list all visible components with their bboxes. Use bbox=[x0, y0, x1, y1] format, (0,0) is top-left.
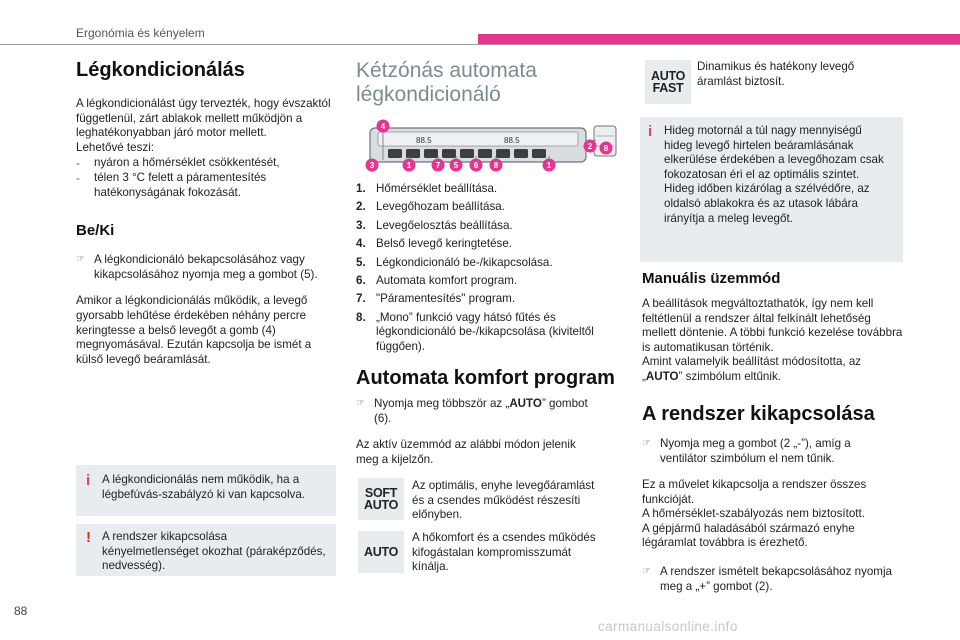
pointer-icon: ☞ bbox=[642, 438, 651, 449]
info-icon: i bbox=[86, 472, 91, 489]
info-icon: i bbox=[648, 123, 653, 140]
legend-item: 4. Belső levegő keringtetése. bbox=[356, 237, 512, 251]
info-note-text: A légkondicionálás nem működik, ha a légbefúvás-szabályzó ki van kapcsolva. bbox=[102, 473, 305, 501]
panel-display-right: 88.5 bbox=[504, 136, 520, 145]
svg-text:8: 8 bbox=[603, 144, 609, 153]
warning-icon: ! bbox=[86, 529, 91, 546]
svg-text:4: 4 bbox=[380, 122, 386, 131]
off-bullet bbox=[642, 437, 897, 466]
auto-fast-text: Dinamikus és hatékony levegő áramlást biztosít. bbox=[697, 60, 855, 88]
header-title: Ergonómia és kényelem bbox=[76, 26, 205, 40]
legend-item: 6. Automata komfort program. bbox=[356, 273, 518, 287]
section-title-manual: Manuális üzemmód bbox=[642, 270, 781, 287]
on-bullet bbox=[642, 565, 897, 594]
warning-note-box bbox=[76, 524, 336, 576]
active-mode-text: Az aktív üzemmód az alábbi módon jelenik meg a kijelzőn. bbox=[356, 438, 576, 466]
cold-engine-note-box bbox=[640, 117, 903, 262]
ac-enables-label: Lehetővé teszi: bbox=[76, 140, 154, 154]
manual-text: A beállítások megváltoztathatók, így nem kell feltétlenül a rendszer által felkínált lehetőség mellett döntenie. A többi funkció kezelése továbbra is automatikusan történik. Amint valamelyik beállítást módosította, az „AUTO” szimbólum eltűnik. bbox=[642, 297, 903, 383]
legend-item: 2. Levegőhozam beállítása. bbox=[356, 200, 505, 214]
svg-text:1: 1 bbox=[546, 161, 552, 170]
col-air-conditioning bbox=[76, 58, 338, 367]
cold-engine-note-text: Hideg motornál a túl nagy mennyiségű hideg levegő hirtelen beáramlásának elkerülése érdekében a levegőhozam csak fokozatosan éri el az optimális szintet. Hideg időben kizárólag a szélvédőre, az oldalsó ablakokra és az utasok lábára irányítja a meleg levegőt. bbox=[664, 124, 884, 225]
comfort-bullet: ☞ Nyomja meg többször az „AUTO” gombot (6). bbox=[356, 397, 588, 425]
soft-auto-text: Az optimális, enyhe levegőáramlást és a csendes működést részesíti előnyben. bbox=[412, 479, 595, 522]
off-text: Ez a művelet kikapcsolja a rendszer összes funkcióját. A hőmérséklet-szabályozás nem biztosított. A gépjármű haladásából származó enyhe légáramlat továbbra is érezhető. bbox=[642, 478, 867, 550]
pointer-icon: ☞ bbox=[642, 566, 651, 577]
ac-enable-text: nyáron a hőmérséklet csökkentését, bbox=[94, 155, 280, 169]
onoff-text: Amikor a légkondicionálás működik, a levegő gyorsabb lehűtése érdekében néhány percre keringtesse a belső levegőt a gomb (4) megnyomásával. Ezután kapcsolja be ismét a külső levegő beáramlását. bbox=[76, 294, 312, 366]
section-title-ac: Légkondicionálás bbox=[76, 59, 245, 81]
warning-note-text: A rendszer kikapcsolása kényelmetlenséget okozhat (páraképződés, nedvesség). bbox=[102, 530, 326, 573]
off-bullet-text: Nyomja meg a gombot (2 „-”), amíg a ventilátor szimbólum el nem tűnik. bbox=[660, 437, 851, 465]
ac-enable-item: - nyáron a hőmérséklet csökkentését, bbox=[76, 155, 280, 170]
svg-text:8: 8 bbox=[493, 161, 499, 170]
onoff-bullet bbox=[76, 253, 338, 282]
panel-display-left: 88.5 bbox=[416, 136, 432, 145]
legend-item: 8. „Mono” funkció vagy hátsó fűtés és légkondicionáló be-/kikapcsolása (kiviteltől függően). bbox=[356, 310, 594, 353]
watermark: carmanualsonline.info bbox=[598, 619, 738, 634]
info-note-box bbox=[76, 465, 336, 516]
header-divider bbox=[0, 44, 960, 45]
legend-item: 3. Levegőelosztás beállítása. bbox=[356, 218, 513, 232]
svg-text:2: 2 bbox=[587, 142, 593, 151]
legend-item: 5. Légkondicionáló be-/kikapcsolása. bbox=[356, 255, 553, 269]
section-title-comfort: Automata komfort program bbox=[356, 367, 615, 389]
auto-fast-badge-icon: AUTO FAST bbox=[645, 60, 691, 104]
ac-intro: A légkondicionálást úgy tervezték, hogy évszaktól függetlenül, zárt ablakok mellett működjön a leghatékonyabban járó motor mellett. bbox=[76, 97, 331, 140]
auto-text: A hőkomfort és a csendes működés kifogástalan kompromisszumát kínálja. bbox=[412, 531, 596, 574]
onoff-bullet-text: A légkondicionáló bekapcsolásához vagy kikapcsolásához nyomja meg a gombot (5). bbox=[94, 253, 318, 281]
svg-text:1: 1 bbox=[406, 161, 412, 170]
svg-text:5: 5 bbox=[453, 161, 459, 170]
section-title-dual-zone: Kétzónás automata légkondicionáló bbox=[356, 59, 537, 107]
soft-auto-badge-icon: SOFT AUTO bbox=[358, 478, 404, 520]
ac-enable-text: télen 3 °C felett a páramentesítés hatékonyságának fokozását. bbox=[94, 171, 267, 199]
on-bullet-text: A rendszer ismételt bekapcsolásához nyomja meg a „+” gombot (2). bbox=[660, 565, 892, 593]
pointer-icon: ☞ bbox=[356, 398, 365, 409]
section-title-system-off: A rendszer kikapcsolása bbox=[642, 403, 875, 425]
auto-badge-icon: AUTO bbox=[358, 531, 404, 573]
svg-text:3: 3 bbox=[369, 161, 375, 170]
section-title-onoff: Be/Ki bbox=[76, 222, 115, 240]
legend-item: 7. "Páramentesítés" program. bbox=[356, 292, 516, 306]
control-legend-list bbox=[356, 182, 606, 358]
legend-item: 1. Hőmérséklet beállítása. bbox=[356, 182, 498, 195]
svg-text:7: 7 bbox=[435, 161, 441, 170]
climate-control-panel-illustration bbox=[356, 118, 622, 174]
ac-enable-item: - télen 3 °C felett a páramentesítés hatékonyságának fokozását. bbox=[76, 171, 338, 200]
page-number: 88 bbox=[14, 604, 28, 618]
pointer-icon: ☞ bbox=[76, 254, 85, 266]
svg-text:6: 6 bbox=[473, 161, 479, 170]
